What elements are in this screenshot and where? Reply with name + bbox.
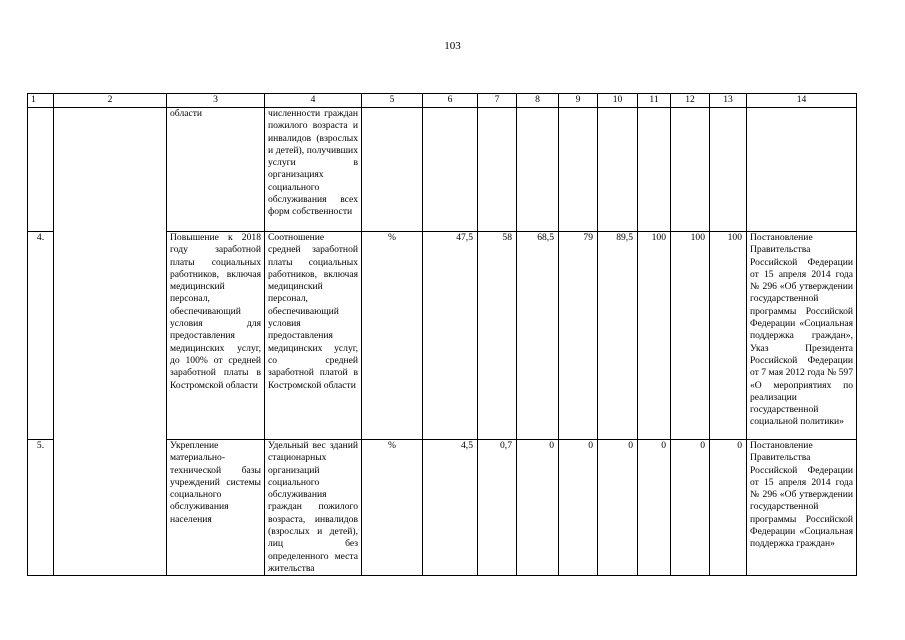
value-cell: 0 — [710, 440, 747, 576]
header-cell: 13 — [710, 94, 747, 108]
header-cell: 4 — [265, 94, 362, 108]
indicator-cell: численности граждан пожилого возраста и инвалидов (взрослых и детей), получивших услуги в организациях социального обслуживания всех форм собственности — [265, 108, 362, 232]
header-cell: 8 — [517, 94, 559, 108]
value-cell: 0 — [559, 440, 598, 576]
value-cell — [710, 108, 747, 232]
value-cell: 0 — [517, 440, 559, 576]
header-cell: 12 — [671, 94, 710, 108]
row-number: 5. — [28, 440, 54, 576]
header-cell: 9 — [559, 94, 598, 108]
row-number: 4. — [28, 232, 54, 440]
value-cell: 4,5 — [423, 440, 478, 576]
value-cell: 0 — [638, 440, 671, 576]
header-cell: 3 — [167, 94, 265, 108]
indicator-cell: Удельный вес зданий стационарных организаций социального обслуживания граждан пожилого возраста, инвалидов (взрослых и детей), лиц без определенного места жительства — [265, 440, 362, 576]
value-cell: 0 — [671, 440, 710, 576]
header-cell: 7 — [478, 94, 517, 108]
activity-cell: Повышение к 2018 году заработной платы социальных работников, включая медицинский персонал, обеспечивающий условия для предоставления медицинских услуг, до 100% от средней заработной платы в Костромской области — [167, 232, 265, 440]
basis-cell: Постановление Правительства Российской Федерации от 15 апреля 2014 года № 296 «Об утверждении государственной программы Российской Федерации «Социальная поддержка граждан», Указ Президента Российской Федерации от 7 мая 2012 года № 597 «О мероприятиях по реализации государственной социальной политики» — [747, 232, 857, 440]
value-cell — [517, 108, 559, 232]
table-row — [28, 108, 857, 232]
value-cell: 100 — [671, 232, 710, 440]
header-cell: 5 — [362, 94, 423, 108]
header-cell: 11 — [638, 94, 671, 108]
value-cell: 58 — [478, 232, 517, 440]
header-cell: 10 — [598, 94, 638, 108]
value-cell: 68,5 — [517, 232, 559, 440]
header-cell: 2 — [54, 94, 167, 108]
unit-cell: % — [362, 232, 423, 440]
header-cell: 14 — [747, 94, 857, 108]
column-2-cell — [54, 108, 167, 576]
value-cell: 47,5 — [423, 232, 478, 440]
page-number: 103 — [444, 40, 461, 52]
activity-cell: Укрепление материально-технической базы учреждений системы социального обслуживания населения — [167, 440, 265, 576]
value-cell: 89,5 — [598, 232, 638, 440]
header-cell: 6 — [423, 94, 478, 108]
indicators-table — [27, 93, 857, 576]
header-row — [28, 94, 857, 108]
value-cell — [559, 108, 598, 232]
value-cell — [671, 108, 710, 232]
unit-cell: % — [362, 440, 423, 576]
activity-cell: области — [167, 108, 265, 232]
basis-cell — [747, 108, 857, 232]
value-cell: 0,7 — [478, 440, 517, 576]
value-cell: 100 — [638, 232, 671, 440]
value-cell — [478, 108, 517, 232]
header-cell: 1 — [28, 94, 54, 108]
unit-cell — [362, 108, 423, 232]
value-cell: 0 — [598, 440, 638, 576]
value-cell — [423, 108, 478, 232]
basis-cell: Постановление Правительства Российской Федерации от 15 апреля 2014 года № 296 «Об утверждении государственной программы Российской Федерации «Социальная поддержка граждан» — [747, 440, 857, 576]
indicator-cell: Соотношение средней заработной платы социальных работников, включая медицинский персонал, обеспечивающий условия предоставления медицинских услуг, со средней заработной платой в Костромской области — [265, 232, 362, 440]
row-number — [28, 108, 54, 232]
value-cell: 79 — [559, 232, 598, 440]
value-cell — [598, 108, 638, 232]
value-cell — [638, 108, 671, 232]
value-cell: 100 — [710, 232, 747, 440]
